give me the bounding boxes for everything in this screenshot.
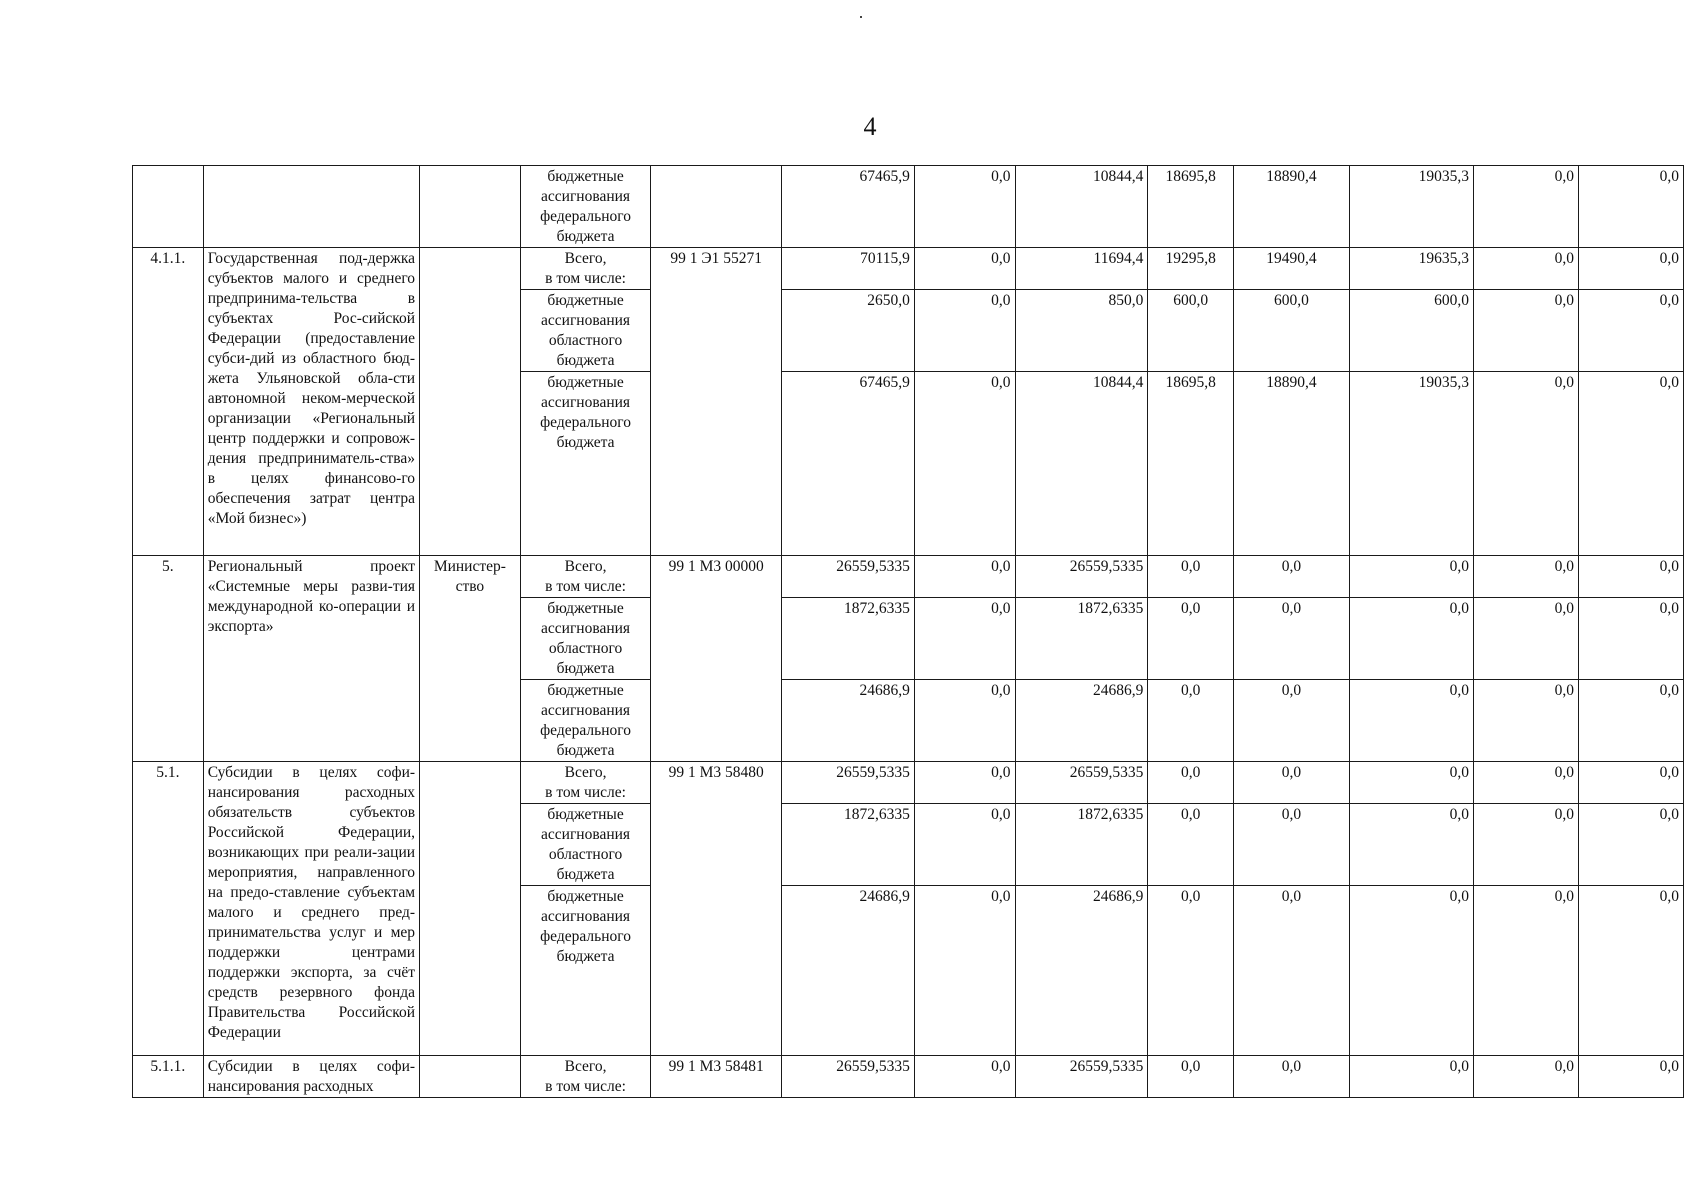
value-cell: 70115,9 (782, 248, 915, 290)
value-cell: 19295,8 (1148, 248, 1234, 290)
budget-code: 99 1 M3 00000 (651, 556, 782, 762)
table-row (133, 1056, 1684, 1098)
funding-source (520, 762, 651, 804)
funding-source-label: бюджетные ассигнования областного бюджета (541, 292, 631, 369)
funding-source (520, 886, 651, 1056)
measure-name: Субсидии в целях софи-нансирования расходных (203, 1056, 419, 1098)
value-cell: 0,0 (1578, 166, 1683, 248)
value-cell: 18695,8 (1148, 166, 1234, 248)
value-cell: 0,0 (1578, 886, 1683, 1056)
executor (420, 1056, 521, 1098)
table-row (133, 762, 1684, 804)
value-cell: 0,0 (1148, 598, 1234, 680)
value-cell: 2650,0 (782, 290, 915, 372)
budget-code: 99 1 M3 58480 (651, 762, 782, 1056)
funding-source-label: бюджетные ассигнования федерального бюджета (540, 168, 631, 245)
value-cell: 24686,9 (1015, 886, 1148, 1056)
budget-code (651, 166, 782, 248)
funding-source-label: Всего, в том числе: (545, 250, 626, 287)
value-cell: 0,0 (1148, 886, 1234, 1056)
value-cell: 26559,5335 (782, 1056, 915, 1098)
funding-source-label: бюджетные ассигнования федерального бюджета (540, 374, 631, 451)
page-number: 4 (863, 112, 877, 141)
funding-source (520, 166, 651, 248)
funding-source-label: бюджетные ассигнования областного бюджета (541, 600, 631, 677)
value-cell: 0,0 (1234, 804, 1350, 886)
executor (420, 762, 521, 1056)
value-cell: 0,0 (1578, 556, 1683, 598)
value-cell: 0,0 (914, 762, 1015, 804)
table-row (133, 248, 1684, 290)
value-cell: 67465,9 (782, 166, 915, 248)
row-number: 5. (133, 556, 204, 762)
value-cell: 0,0 (1234, 680, 1350, 762)
measure-name: Государственная под-держка субъектов малого и среднего предпринима-тельства в субъектах Рос-сийской Федерации (предоставление субси-дий из областного бюд-жета Ульяновской обла-сти автономной неком-мерческой организации «Региональный центр поддержки и сопровож-дения предприниматель-ства» в целях финансово-го обеспечения затрат центра «Мой бизнес») (203, 248, 419, 556)
funding-source-label: Всего, в том числе: (545, 1058, 626, 1095)
value-cell: 0,0 (914, 248, 1015, 290)
value-cell: 0,0 (914, 1056, 1015, 1098)
value-cell: 0,0 (1148, 804, 1234, 886)
value-cell: 0,0 (1148, 762, 1234, 804)
funding-source-label: бюджетные ассигнования федерального бюджета (540, 888, 631, 965)
value-cell: 0,0 (1349, 556, 1473, 598)
budget-code: 99 1 M3 58481 (651, 1056, 782, 1098)
value-cell: 18890,4 (1234, 166, 1350, 248)
value-cell: 0,0 (1578, 248, 1683, 290)
value-cell: 0,0 (1234, 886, 1350, 1056)
value-cell: 0,0 (1578, 290, 1683, 372)
value-cell: 1872,6335 (782, 804, 915, 886)
funding-source (520, 804, 651, 886)
value-cell: 1872,6335 (1015, 598, 1148, 680)
value-cell: 10844,4 (1015, 166, 1148, 248)
value-cell: 0,0 (1349, 1056, 1473, 1098)
value-cell: 0,0 (1349, 598, 1473, 680)
value-cell: 0,0 (1578, 680, 1683, 762)
value-cell: 0,0 (1234, 1056, 1350, 1098)
value-cell: 67465,9 (782, 372, 915, 556)
funding-source (520, 598, 651, 680)
value-cell: 19635,3 (1349, 248, 1473, 290)
value-cell: 0,0 (1148, 680, 1234, 762)
value-cell: 19490,4 (1234, 248, 1350, 290)
value-cell: 600,0 (1349, 290, 1473, 372)
funding-source (520, 290, 651, 372)
value-cell: 18890,4 (1234, 372, 1350, 556)
value-cell: 0,0 (1578, 598, 1683, 680)
measure-name (203, 166, 419, 248)
funding-source (520, 680, 651, 762)
value-cell: 0,0 (914, 556, 1015, 598)
value-cell: 0,0 (914, 290, 1015, 372)
value-cell: 0,0 (1578, 372, 1683, 556)
value-cell: 0,0 (914, 598, 1015, 680)
value-cell: 0,0 (1148, 1056, 1234, 1098)
value-cell: 0,0 (1349, 680, 1473, 762)
measure-name: Субсидии в целях софи-нансирования расходных обязательств субъектов Российской Федерации, возникающих при реали-зации мероприятия, направленного на предо-ставление субъектам малого и среднего пред-принимательства услуг и мер поддержки центрами поддержки экспорта, за счёт средств резервного фонда Правительства Российской Федерации (203, 762, 419, 1056)
value-cell: 0,0 (1473, 372, 1578, 556)
row-number (133, 166, 204, 248)
value-cell: 0,0 (1473, 556, 1578, 598)
funding-source-label: Всего, в том числе: (545, 558, 626, 595)
measure-name: Региональный проект «Системные меры разви-тия международной ко-операции и экспорта» (203, 556, 419, 762)
budget-code: 99 1 Э1 55271 (651, 248, 782, 556)
budget-table (132, 165, 1684, 1098)
value-cell: 0,0 (1473, 248, 1578, 290)
value-cell: 1872,6335 (782, 598, 915, 680)
value-cell: 0,0 (1234, 762, 1350, 804)
value-cell: 19035,3 (1349, 166, 1473, 248)
value-cell: 0,0 (1349, 762, 1473, 804)
value-cell: 0,0 (1578, 804, 1683, 886)
value-cell: 18695,8 (1148, 372, 1234, 556)
funding-source-label: бюджетные ассигнования федерального бюджета (540, 682, 631, 759)
funding-source (520, 1056, 651, 1098)
executor (420, 248, 521, 556)
value-cell: 0,0 (914, 166, 1015, 248)
funding-source (520, 248, 651, 290)
value-cell: 0,0 (1473, 1056, 1578, 1098)
value-cell: 0,0 (1148, 556, 1234, 598)
value-cell: 1872,6335 (1015, 804, 1148, 886)
value-cell: 26559,5335 (782, 556, 915, 598)
value-cell: 0,0 (1473, 886, 1578, 1056)
value-cell: 850,0 (1015, 290, 1148, 372)
value-cell: 0,0 (914, 886, 1015, 1056)
value-cell: 0,0 (914, 372, 1015, 556)
value-cell: 11694,4 (1015, 248, 1148, 290)
funding-source (520, 372, 651, 556)
row-number: 4.1.1. (133, 248, 204, 556)
executor (420, 166, 521, 248)
value-cell: 26559,5335 (1015, 556, 1148, 598)
executor: Министер-ство (420, 556, 521, 762)
table-row (133, 556, 1684, 598)
funding-source-label: Всего, в том числе: (545, 764, 626, 801)
value-cell: 0,0 (1473, 290, 1578, 372)
value-cell: 0,0 (1349, 886, 1473, 1056)
value-cell: 26559,5335 (1015, 762, 1148, 804)
funding-source-label: бюджетные ассигнования областного бюджета (541, 806, 631, 883)
value-cell: 0,0 (1578, 1056, 1683, 1098)
funding-source (520, 556, 651, 598)
value-cell: 0,0 (914, 804, 1015, 886)
value-cell: 600,0 (1234, 290, 1350, 372)
value-cell: 24686,9 (782, 886, 915, 1056)
value-cell: 26559,5335 (782, 762, 915, 804)
value-cell: 0,0 (1578, 762, 1683, 804)
value-cell: 0,0 (1473, 598, 1578, 680)
scan-mark (860, 16, 862, 18)
value-cell: 10844,4 (1015, 372, 1148, 556)
value-cell: 24686,9 (1015, 680, 1148, 762)
value-cell: 19035,3 (1349, 372, 1473, 556)
value-cell: 600,0 (1148, 290, 1234, 372)
value-cell: 24686,9 (782, 680, 915, 762)
value-cell: 0,0 (1473, 804, 1578, 886)
row-number: 5.1. (133, 762, 204, 1056)
value-cell: 0,0 (1234, 598, 1350, 680)
value-cell: 0,0 (1349, 804, 1473, 886)
value-cell: 0,0 (1473, 166, 1578, 248)
value-cell: 0,0 (1234, 556, 1350, 598)
value-cell: 0,0 (1473, 680, 1578, 762)
value-cell: 0,0 (1473, 762, 1578, 804)
value-cell: 26559,5335 (1015, 1056, 1148, 1098)
row-number: 5.1.1. (133, 1056, 204, 1098)
table-row (133, 166, 1684, 248)
value-cell: 0,0 (914, 680, 1015, 762)
